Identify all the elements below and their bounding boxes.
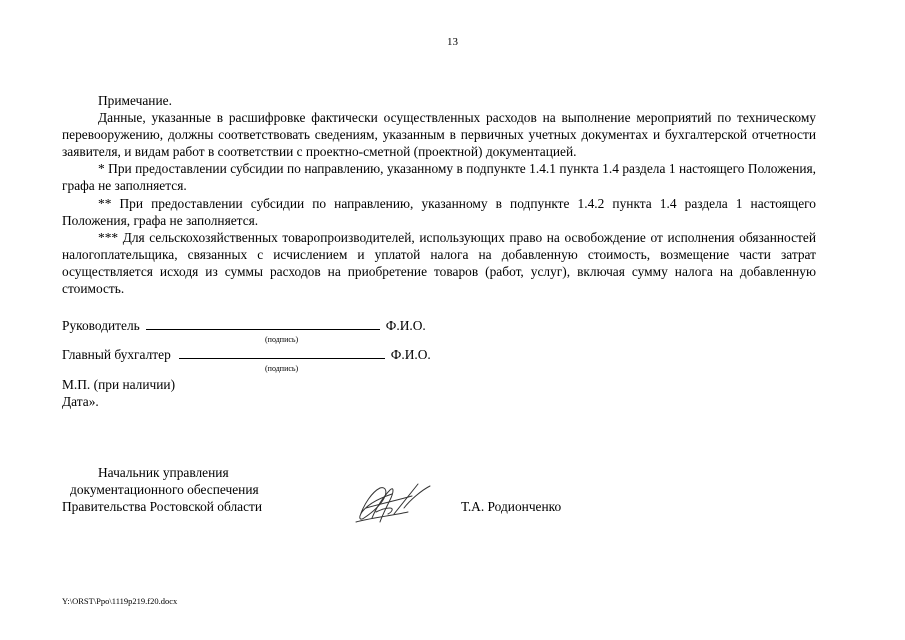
- accountant-fio: Ф.И.О.: [390, 347, 431, 362]
- approver-name: Т.А. Родионченко: [461, 499, 562, 514]
- approval-block: [62, 464, 302, 515]
- head-fio: Ф.И.О.: [385, 318, 426, 333]
- approval-line-1: Начальник управления: [98, 465, 229, 480]
- note-paragraph: Данные, указанные в расшифровке фактически осуществленных расходов на выполнение мероприятий по техническому перевооружению, должны соответствовать сведениям, указанным в первичных учетных документах и бухгалтерской отчетности заявителя, и видам работ в соответствии с проектно-сметной (проектной) документацией.: [62, 110, 816, 160]
- file-path: Y:\ORST\Ppo\1119p219.f20.docx: [62, 596, 178, 606]
- note-section: [62, 92, 816, 297]
- approval-line-2: документационного обеспечения: [70, 482, 259, 497]
- date-label: Дата».: [62, 394, 99, 409]
- handwritten-signature: [350, 478, 440, 526]
- stamp-label: М.П. (при наличии): [62, 377, 176, 392]
- note-paragraph: ** При предоставлении субсидии по направлению, указанному в подпункте 1.4.2 пункта 1.4 раздела 1 настоящего Положения, графа не заполняется.: [62, 195, 816, 228]
- note-paragraph: *** Для сельскохозяйственных товаропроизводителей, использующих право на освобождение от исполнения обязанностей налогоплательщика, связанных с исчислением и уплатой налога на добавленную стоимость, возмещение части затрат осуществляется исходя из суммы расходов на приобретение товаров (работ, услуг), включая сумму налога на добавленную стоимость.: [62, 229, 816, 297]
- accountant-signature-caption: (подпись): [265, 364, 299, 373]
- head-signature-row: [62, 318, 426, 334]
- approval-line-3: Правительства Ростовской области: [62, 499, 263, 514]
- head-label: Руководитель: [62, 318, 140, 333]
- note-title: Примечание.: [98, 93, 172, 108]
- accountant-signature-line: [179, 357, 385, 359]
- head-signature-line: [146, 328, 380, 330]
- note-paragraph: * При предоставлении субсидии по направлению, указанному в подпункте 1.4.1 пункта 1.4 раздела 1 настоящего Положения, графа не заполняется.: [62, 161, 816, 194]
- page-number: 13: [447, 36, 458, 48]
- accountant-signature-row: [62, 347, 431, 363]
- accountant-label: Главный бухгалтер: [62, 347, 171, 362]
- head-signature-caption: (подпись): [265, 335, 299, 344]
